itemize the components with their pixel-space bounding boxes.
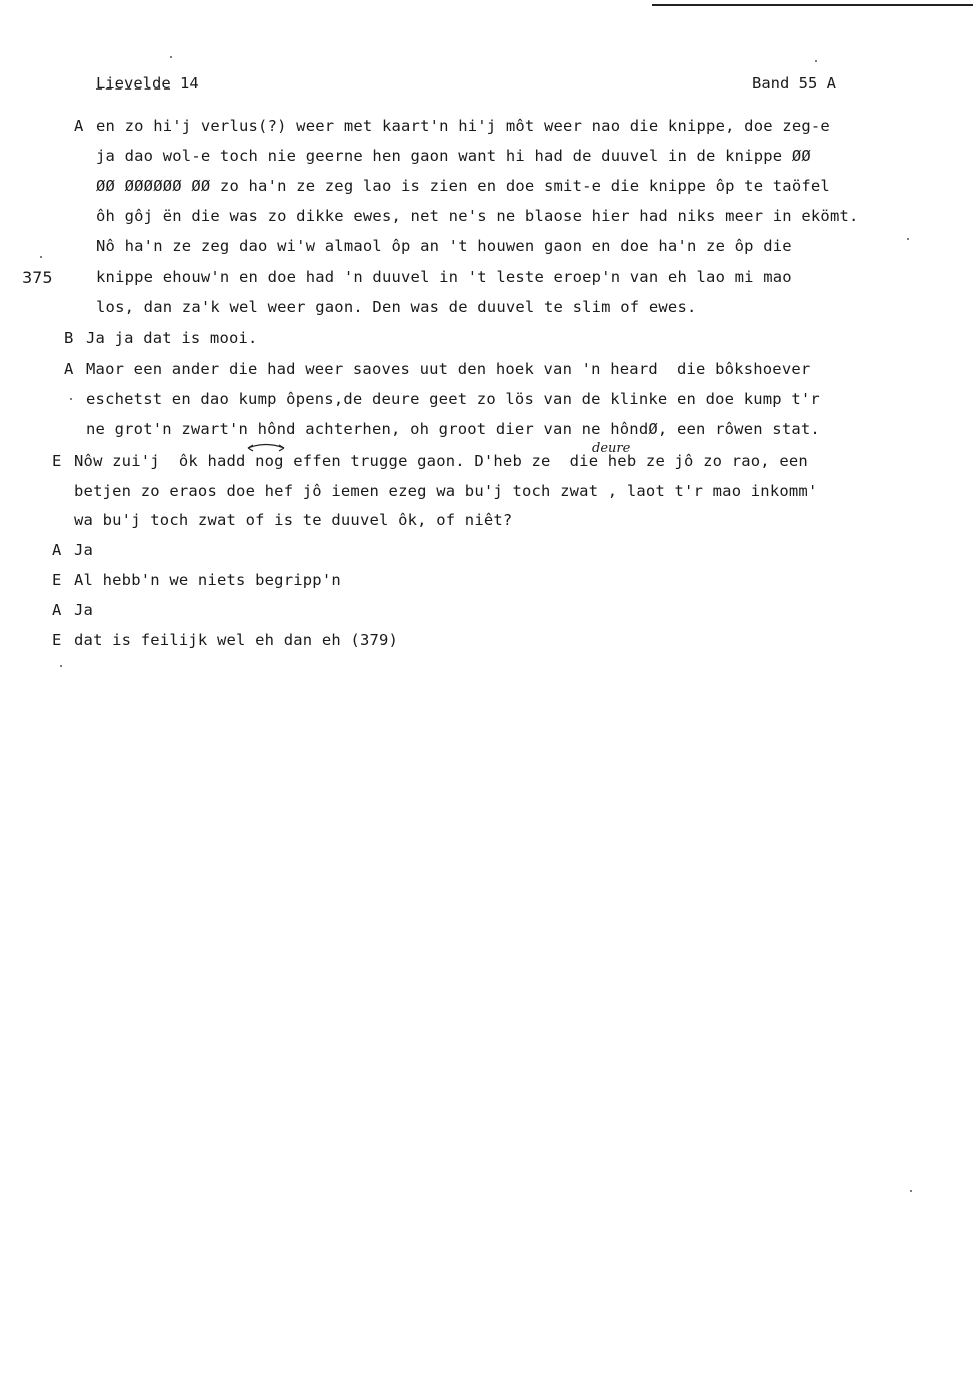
transcript-line-2 [74, 147, 811, 165]
transcript-line-12 [52, 452, 808, 470]
band-label: Band 55 A [752, 74, 836, 92]
transcript-line-14 [52, 511, 512, 529]
scan-speck [910, 1190, 912, 1192]
speaker-label: A [64, 360, 74, 378]
speaker-label: E [52, 452, 62, 470]
speaker-label: A [52, 601, 62, 619]
line-text: dat is feilijk wel eh dan eh (379) [74, 631, 399, 649]
transcript-line-18 [52, 631, 398, 649]
transcript-line-15 [52, 541, 93, 559]
transcript-line-13 [52, 482, 817, 500]
line-text: ôh gôj ën die was zo dikke ewes, net ne's ne blaose hier had niks meer in ekömt. [96, 207, 859, 225]
transcript-line-3 [74, 177, 830, 195]
line-text: wa bu'j toch zwat of is te duuvel ôk, of niêt? [74, 511, 513, 529]
line-text: knippe ehouw'n en doe had 'n duuvel in 't leste eroep'n van eh lao mi mao [96, 268, 792, 286]
line-text: Nô ha'n ze zeg dao wi'w almaol ôp an 't houwen gaon en doe ha'n ze ôp die [96, 237, 792, 255]
line-text: Ja [74, 601, 94, 619]
transcript-line-10 [64, 390, 820, 408]
transcript-line-5 [74, 237, 792, 255]
speaker-label: A [74, 117, 84, 135]
speaker-label: E [52, 571, 62, 589]
line-text: ja dao wol-e toch nie geerne hen gaon want hi had de duuvel in de knippe ØØ [96, 147, 811, 165]
top-rule [652, 4, 973, 6]
line-text: Ja [74, 541, 94, 559]
transcript-line-6 [74, 268, 792, 286]
place-name: Lievelde [96, 74, 171, 92]
line-text: los, dan za'k wel weer gaon. Den was de duuvel te slim of ewes. [96, 298, 697, 316]
header-location [96, 74, 199, 92]
speaker-label: E [52, 631, 62, 649]
transcript-line-1 [74, 117, 830, 135]
line-text: eschetst en dao kump ôpens,de deure geet zo lös van de klinke en doe kump t'r [86, 390, 820, 408]
line-text: Al hebb'n we niets begripp'n [74, 571, 341, 589]
scan-speck [170, 56, 172, 58]
line-text: Maor een ander die had weer saoves uut den hoek van 'n heard die bôkshoever [86, 360, 811, 378]
transcript-line-8 [64, 329, 258, 347]
scan-speck [815, 60, 817, 62]
line-text: Nôw zui'j ôk hadd nog effen trugge gaon. D'heb ze die heb ze jô zo rao, een [74, 452, 808, 470]
transcript-line-16 [52, 571, 341, 589]
speaker-label: B [64, 329, 74, 347]
transcript-line-7 [74, 298, 697, 316]
line-text: ØØ ØØØØØØ ØØ zo ha'n ze zeg lao is zien en doe smit-e die knippe ôp te taöfel [96, 177, 830, 195]
line-text: ne grot'n zwart'n hônd achterhen, oh groot dier van ne hôndØ, een rôwen stat. [86, 420, 820, 438]
speaker-label: A [52, 541, 62, 559]
scan-speck [40, 256, 42, 258]
transcript-line-4 [74, 207, 859, 225]
line-text: betjen zo eraos doe hef jô iemen ezeg wa bu'j toch zwat , laot t'r mao inkomm' [74, 482, 818, 500]
scan-speck [60, 665, 62, 667]
margin-line-number: 375 [22, 268, 53, 287]
transcript-line-11 [64, 420, 820, 438]
handwritten-note: deure [592, 441, 631, 456]
transcript-line-9 [64, 360, 810, 378]
scan-speck [907, 238, 909, 240]
place-number: 14 [180, 74, 199, 92]
swap-arrow-icon [244, 443, 288, 455]
transcript-line-17 [52, 601, 93, 619]
line-text: Ja ja dat is mooi. [86, 329, 258, 347]
scan-speck [70, 398, 72, 400]
line-text: en zo hi'j verlus(?) weer met kaart'n hi'j môt weer nao die knippe, doe zeg-e [96, 117, 830, 135]
